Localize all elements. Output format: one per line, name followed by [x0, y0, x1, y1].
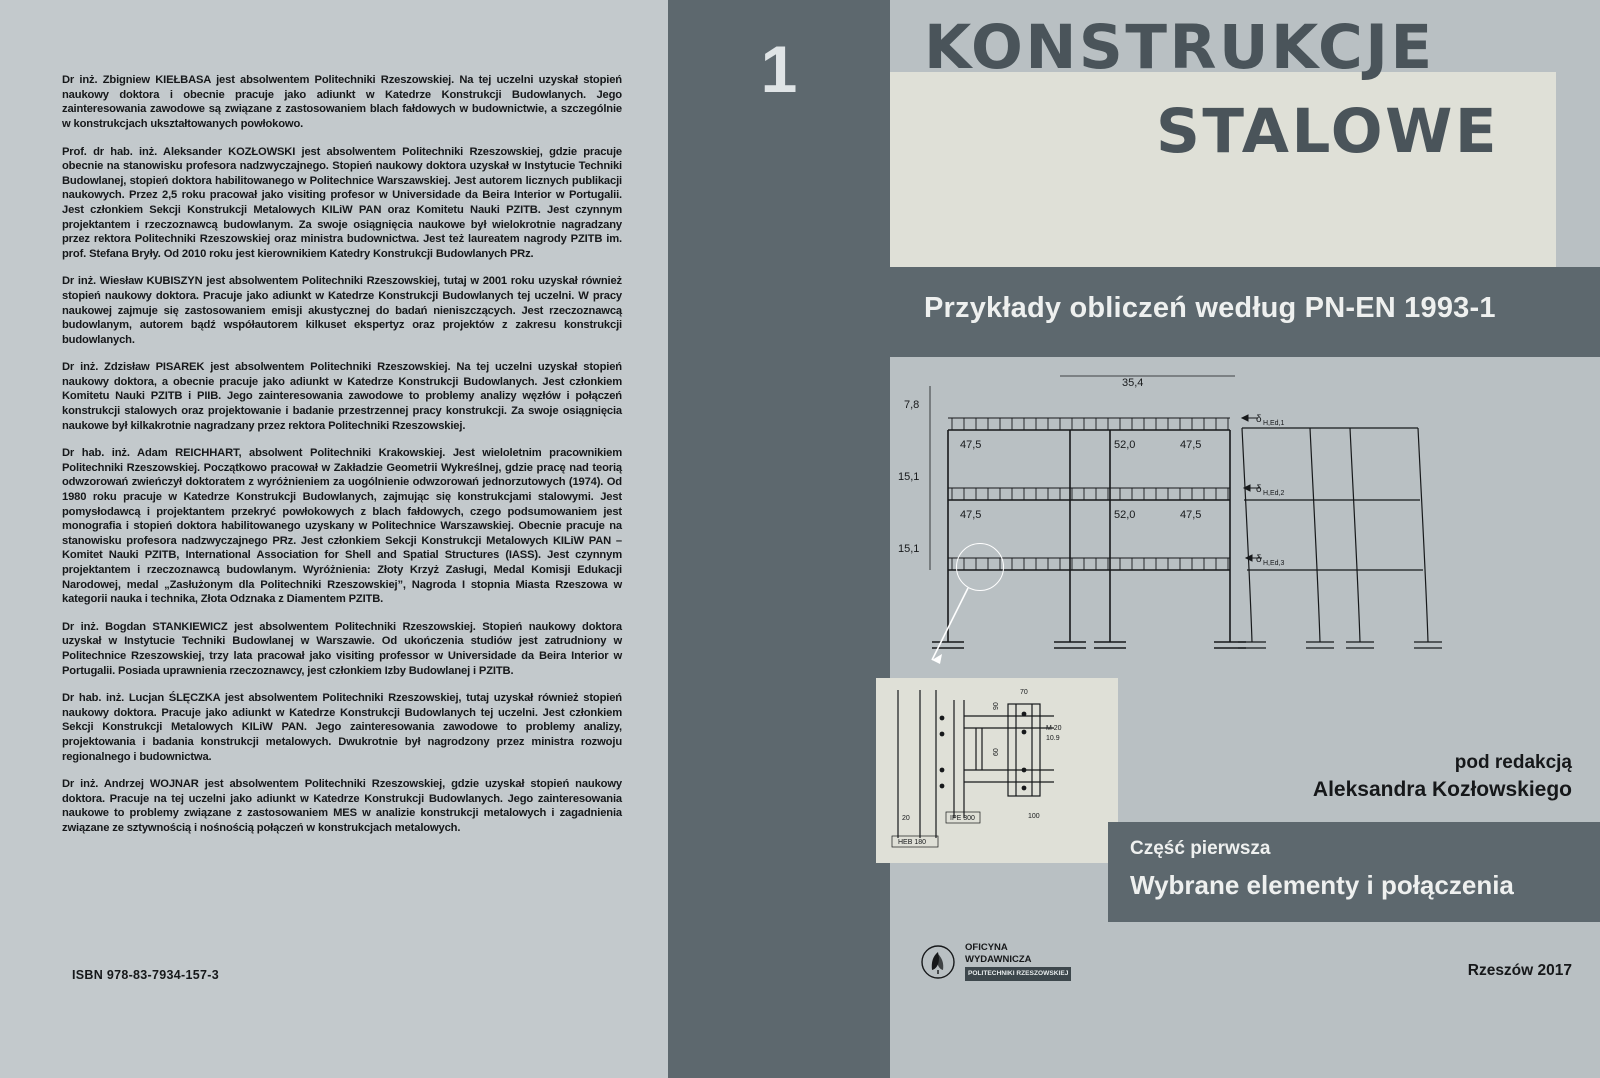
detail-bolt: M 20 — [1046, 725, 1062, 732]
load-l1-mid: 52,0 — [1114, 439, 1136, 451]
bio-paragraph: Dr inż. Zdzisław PISAREK jest absolwentem Politechniki Rzeszowskiej. Na tej uczelni uzyskał stopień naukowy doktora, a obecnie pracuje jako adiunkt w Katedrze Konstrukcji Budowlanych. Jest członkiem Komitetu Nauki PZITB i PIIB. Jego zainteresowania zawodowe to problemy analizy węzłów i połączeń konstrukcji stalowych oraz projektowanie i badanie przestrzennej pracy konstrukcji. Za swoje osiągnięcia naukowe był kilkakrotnie nagradzany przez rektora Politechniki Rzeszowskiej. — [62, 361, 622, 432]
editor-prefix: pod redakcją — [1454, 752, 1572, 773]
book-title-line1: KONSTRUKCJE — [924, 12, 1435, 83]
detail-dim-90: 90 — [993, 702, 1000, 710]
book-spine — [668, 0, 890, 1078]
publisher-logo-icon — [920, 944, 956, 980]
isbn-text: ISBN 978-83-7934-157-3 — [72, 968, 219, 982]
author-bios — [62, 62, 622, 849]
publisher-line2: WYDAWNICZA — [965, 954, 1032, 965]
front-cover — [890, 0, 1600, 1078]
bio-paragraph: Dr hab. inż. Lucjan ŚLĘCZKA jest absolwentem Politechniki Rzeszowskiej, tutaj uzyskał również stopień naukowy doktora. Pracuje jako adiunkt w Katedrze Konstrukcji Budowlanych tej uczelni. Jest członkiem Sekcji Konstrukcji Metalowych KILiW PAN. Jego zainteresowania zawodowe to problemy analizy, projektowania i badania konstrukcji metalowych. Dwukrotnie był nagrodzony przez ministra rozwoju regionalnego i budownictwa. — [62, 692, 622, 763]
detail-dim-70: 70 — [1020, 689, 1028, 696]
detail-dim-100: 100 — [1028, 813, 1040, 820]
part-label: Część pierwsza — [1130, 838, 1271, 859]
load-l1-right: 47,5 — [1180, 439, 1202, 451]
city-year: Rzeszów 2017 — [1467, 962, 1572, 979]
dim-top-span: 35,4 — [1122, 377, 1144, 389]
dim-left-mid: 15,1 — [898, 471, 920, 483]
part-title: Wybrane elementy i połączenia — [1130, 870, 1514, 900]
load-l2-left: 47,5 — [960, 509, 982, 521]
part-band — [1108, 822, 1600, 922]
connection-detail-box — [876, 678, 1118, 863]
bio-paragraph: Dr inż. Zbigniew KIEŁBASA jest absolwentem Politechniki Rzeszowskiej. Na tej uczelni uzyskał stopień naukowy doktora i obecnie pracuje jako adiunkt w Katedrze Konstrukcji Budowlanych. Jego zainteresowania zawodowe są związane z zastosowaniem blach fałdowych w budownictwie, a szczególnie w konstrukcjach ukształtowanych powłokowo. — [62, 74, 622, 130]
load-l2-mid: 52,0 — [1114, 509, 1136, 521]
load-l2-right: 47,5 — [1180, 509, 1202, 521]
detail-dim-60: 60 — [993, 748, 1000, 756]
connection-detail-svg — [876, 678, 1118, 863]
detail-column-label: HEB 180 — [898, 839, 927, 846]
bio-paragraph: Dr inż. Bogdan STANKIEWICZ jest absolwentem Politechniki Rzeszowskiej. Stopień naukowy doktora uzyskał w Instytucie Techniki Budowlanej w Warszawie. Od ukończenia studiów jest zatrudniony w Politechnice Rzeszowskiej, trzy lata pracował jako visiting professor w Universidade da Beira Interior w Portugalii. Posiada uprawnienia rzeczoznawcy, jest członkiem Izby Budowlanej i PZITB. — [62, 620, 622, 677]
load-l1-left: 47,5 — [960, 439, 982, 451]
publisher-line1: OFICYNA — [965, 942, 1008, 953]
bio-paragraph: Dr hab. inż. Adam REICHHART, absolwent Politechniki Krakowskiej. Jest wieloletnim pracownikiem Politechniki Rzeszowskiej. Początkowo pracował w Zakładzie Geometrii Wykreślnej, gdzie pracę nad teorią odwzorowań zwieńczył doktoratem z wyróżnieniem za uogólnienie odwzorowań jednorzutowych (1974). Od 1980 roku pracuje w Katedrze Konstrukcji Budowlanych, zajmując się konstrukcjami stalowymi. Jest pomysłodawcą i projektantem przekryć powłokowych z blach fałdowych, czego podsumowaniem jest monografia i stopień doktora habilitowanego uzyskany w Politechnice Warszawskiej. Obecnie pracuje na stanowisku profesora nadzwyczajnego PRz. Jest członkiem Sekcji Konstrukcji Metalowych KILiW PAN – Komitet Nauki PZITB, International Association for Shell and Spatial Structures (IASS). Jest czynnym projektantem i rzeczoznawcą budowlanym. Wyróżnienia: Złoty Krzyż Zasługi, Medal Komisji Edukacji Narodowej, medal „Zasłużonym dla Politechniki Rzeszowskiej”, Nagroda I stopnia Miasta Rzeszowa w kategorii nauka i technika, Złota Odznaka z Diamentem PZITB. — [62, 447, 622, 606]
deflection-label-3: δ — [1256, 554, 1262, 565]
detail-beam-label: IPE 300 — [950, 815, 975, 822]
bio-paragraph: Prof. dr hab. inż. Aleksander KOZŁOWSKI jest absolwentem Politechniki Rzeszowskiej, gdzie pracuje obecnie na stanowisku profesora nadzwyczajnego. Stopień naukowy doktora uzyskał w Instytucie Techniki Budowlanej, stopień doktora habilitowanego w Politechnice Warszawskiej. Jest autorem licznych publikacji naukowych. Przez 2,5 roku pracował jako visiting profesor w Universidade da Beira Interior w Portugalii. Jest członkiem Sekcji Konstrukcji Metalowych KILiW PAN oraz Komitetu Nauki PZITB. Jest czynnym projektantem i rzeczoznawcą budowlanym. Za swoje osiągnięcia naukowe był wielokrotnie nagradzany przez rektora Politechniki Rzeszowskiej oraz ministra budownictwa. Jest też laureatem nagrody PZITB im. prof. Stefana Bryły. Od 2010 roku jest kierownikiem Katedry Konstrukcji Budowlanych PRz. — [62, 145, 622, 260]
detail-bolt-grade: 10.9 — [1046, 735, 1060, 742]
bio-paragraph: Dr inż. Wiesław KUBISZYN jest absolwentem Politechniki Rzeszowskiej, tutaj w 2001 roku uzyskał również stopień naukowy doktora. Pracuje jako adiunkt w Katedrze Konstrukcji Budowlanych tej uczelni. W pracy naukowej zajmuje się zastosowaniem emisji akustycznej do badań nieniszczących. Jest rzeczoznawcą budowlanym, autorem bądź współautorem kilkuset ekspertyz oraz projektów z zakresu konstrukcji budowlanych. — [62, 275, 622, 346]
deflection-label-1: δ — [1256, 414, 1262, 425]
svg-text:H,Ed,3: H,Ed,3 — [1263, 560, 1285, 567]
book-subtitle: Przykłady obliczeń według PN-EN 1993-1 — [924, 292, 1496, 324]
svg-text:H,Ed,2: H,Ed,2 — [1263, 490, 1285, 497]
dim-left-bottom: 15,1 — [898, 543, 920, 555]
detail-highlight-circle — [956, 543, 1004, 591]
bio-paragraph: Dr inż. Andrzej WOJNAR jest absolwentem Politechniki Rzeszowskiej, gdzie uzyskał stopień naukowy doktora. Pracuje na tej uczelni jako adiunkt w Katedrze Konstrukcji Budowlanych. Jego zainteresowania naukowe to problemy związane z zastosowaniem MES w analizie konstrukcji metalowych i zagadnienia związane ze sztywnością i nośnością połączeń w konstrukcjach metalowych. — [62, 778, 622, 834]
svg-text:H,Ed,1: H,Ed,1 — [1263, 420, 1285, 427]
editor-block — [1313, 750, 1572, 804]
spine-volume-number: 1 — [760, 32, 798, 106]
detail-dim-20: 20 — [902, 815, 910, 822]
book-title-line2: STALOWE — [1156, 96, 1500, 167]
subtitle-band — [890, 267, 1600, 357]
dim-left-top: 7,8 — [904, 399, 920, 411]
editor-name: Aleksandra Kozłowskiego — [1312, 778, 1572, 801]
deflection-label-2: δ — [1256, 484, 1262, 495]
back-cover — [0, 0, 668, 1078]
publisher-block — [920, 942, 1071, 981]
publisher-line3: POLITECHNIKI RZESZOWSKIEJ — [965, 967, 1071, 981]
